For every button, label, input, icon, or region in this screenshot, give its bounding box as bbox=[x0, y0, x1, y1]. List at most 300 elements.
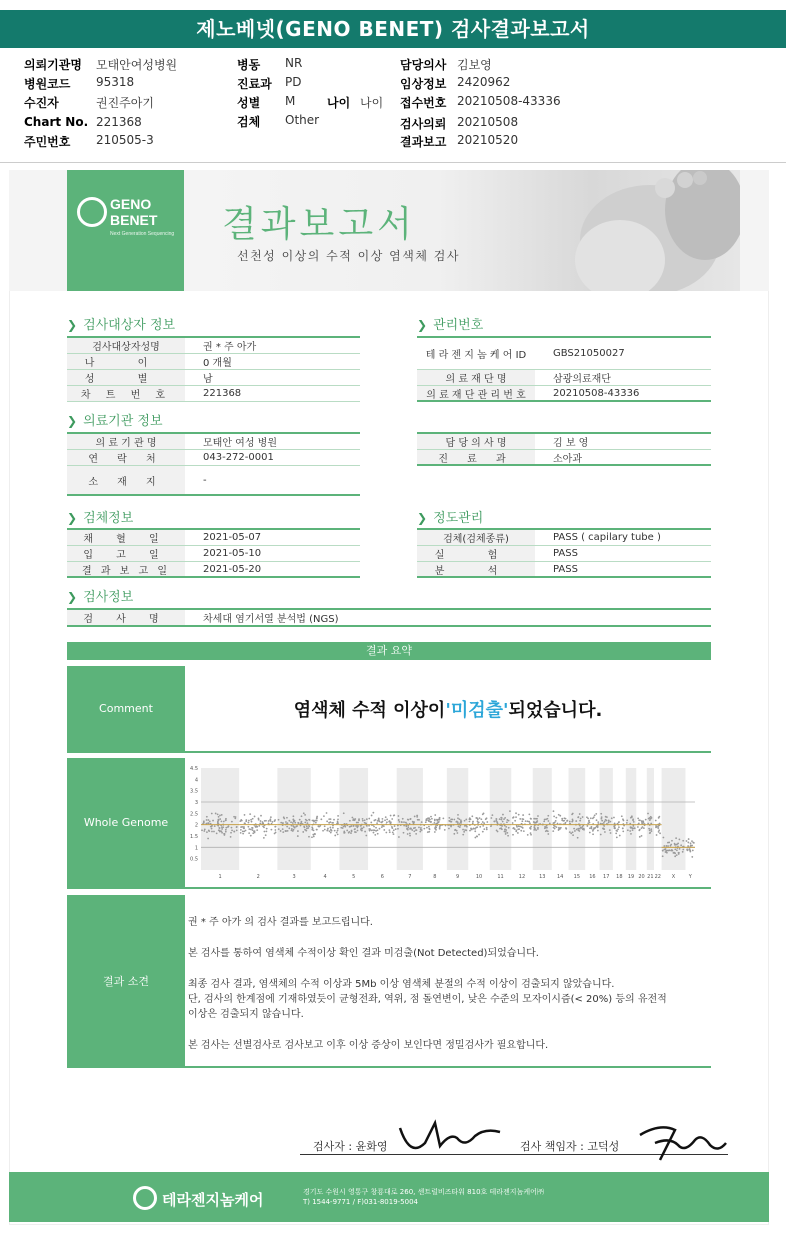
x-tick-label: 11 bbox=[497, 874, 504, 880]
header-value: NR bbox=[285, 56, 303, 70]
header-value: 김보영 bbox=[457, 58, 492, 72]
row-value: 043-272-0001 bbox=[203, 452, 274, 463]
data-point bbox=[471, 815, 473, 817]
y-tick-label: 2 bbox=[194, 822, 198, 829]
data-point bbox=[670, 845, 672, 847]
row-value: PASS bbox=[553, 563, 578, 575]
data-point bbox=[486, 827, 488, 829]
row-value: PASS ( capilary tube ) bbox=[553, 532, 661, 543]
data-point bbox=[555, 820, 557, 822]
data-point bbox=[535, 822, 537, 824]
data-point bbox=[398, 819, 400, 821]
chromosome-band bbox=[569, 768, 586, 870]
data-point bbox=[203, 822, 205, 824]
data-point bbox=[558, 814, 560, 816]
data-point bbox=[613, 825, 615, 827]
data-point bbox=[522, 818, 524, 820]
data-point bbox=[508, 827, 510, 829]
data-point bbox=[590, 817, 592, 819]
data-point bbox=[429, 819, 431, 821]
data-point bbox=[221, 814, 223, 816]
data-point bbox=[530, 818, 532, 820]
data-point bbox=[453, 833, 455, 835]
data-point bbox=[393, 829, 395, 831]
data-point bbox=[605, 820, 607, 822]
data-point bbox=[431, 818, 433, 820]
data-point bbox=[282, 831, 284, 833]
data-point bbox=[676, 849, 678, 851]
data-point bbox=[613, 817, 615, 819]
data-point bbox=[491, 814, 493, 816]
data-point bbox=[505, 826, 507, 828]
chromosome-band bbox=[662, 768, 686, 870]
table-row bbox=[67, 386, 360, 402]
data-point bbox=[505, 833, 507, 835]
data-point bbox=[648, 828, 650, 830]
data-point bbox=[553, 827, 555, 829]
data-point bbox=[360, 827, 362, 829]
data-point bbox=[507, 835, 509, 837]
specimen-table bbox=[67, 528, 360, 580]
data-point bbox=[362, 820, 364, 822]
data-point bbox=[285, 821, 287, 823]
data-point bbox=[283, 816, 285, 818]
logo-tagline: Next Generation Sequencing bbox=[110, 231, 175, 237]
data-point bbox=[353, 825, 355, 827]
data-point bbox=[622, 830, 624, 832]
data-point bbox=[407, 827, 409, 829]
data-point bbox=[658, 817, 660, 819]
data-point bbox=[671, 840, 673, 842]
data-point bbox=[263, 831, 265, 833]
data-point bbox=[504, 817, 506, 819]
data-point bbox=[442, 817, 444, 819]
data-point bbox=[403, 832, 405, 834]
data-point bbox=[254, 830, 256, 832]
data-point bbox=[515, 812, 517, 814]
row-value: 2021-05-07 bbox=[203, 532, 262, 543]
data-point bbox=[483, 828, 485, 830]
data-point bbox=[377, 833, 379, 835]
data-point bbox=[582, 816, 584, 818]
data-point bbox=[565, 818, 567, 820]
data-point bbox=[528, 821, 530, 823]
data-point bbox=[385, 816, 387, 818]
data-point bbox=[415, 833, 417, 835]
data-point bbox=[464, 820, 466, 822]
data-point bbox=[223, 821, 225, 823]
data-point bbox=[574, 830, 576, 832]
data-point bbox=[356, 825, 358, 827]
data-point bbox=[207, 838, 209, 840]
data-point bbox=[365, 822, 367, 824]
data-point bbox=[659, 832, 661, 834]
data-point bbox=[263, 837, 265, 839]
data-point bbox=[455, 821, 457, 823]
data-point bbox=[450, 821, 452, 823]
data-point bbox=[323, 815, 325, 817]
data-point bbox=[334, 830, 336, 832]
header-label: 주민번호 bbox=[24, 135, 71, 149]
data-point bbox=[282, 828, 284, 830]
x-tick-label: 9 bbox=[455, 874, 460, 880]
data-point bbox=[469, 830, 471, 832]
data-point bbox=[559, 828, 561, 830]
data-point bbox=[687, 842, 689, 844]
data-point bbox=[517, 832, 519, 834]
data-point bbox=[351, 817, 353, 819]
header-label: 의뢰기관명 bbox=[24, 58, 82, 72]
section-title: 의료기관 정보 bbox=[83, 414, 163, 429]
data-point bbox=[206, 819, 208, 821]
data-point bbox=[421, 829, 423, 831]
data-point bbox=[391, 826, 393, 828]
data-point bbox=[477, 822, 479, 824]
data-point bbox=[429, 828, 431, 830]
data-point bbox=[358, 818, 360, 820]
data-point bbox=[418, 827, 420, 829]
doctor-table bbox=[417, 432, 711, 468]
header-value: 모태안여성병원 bbox=[96, 58, 178, 72]
supervisor-name: 검사 책임자 : 고덕성 bbox=[520, 1140, 620, 1153]
data-point bbox=[597, 821, 599, 823]
data-point bbox=[322, 830, 324, 832]
data-point bbox=[499, 828, 501, 830]
data-point bbox=[679, 848, 681, 850]
x-tick-label: 8 bbox=[433, 874, 437, 880]
row-value: 삼광의료재단 bbox=[553, 374, 611, 385]
data-point bbox=[233, 816, 235, 818]
data-point bbox=[436, 819, 438, 821]
data-point bbox=[365, 835, 367, 837]
data-point bbox=[210, 826, 212, 828]
section-qc bbox=[417, 507, 483, 526]
data-point bbox=[667, 850, 669, 852]
data-point bbox=[518, 825, 520, 827]
data-point bbox=[486, 829, 488, 831]
data-point bbox=[549, 823, 551, 825]
data-point bbox=[594, 814, 596, 816]
data-point bbox=[350, 826, 352, 828]
x-tick-label: 14 bbox=[556, 874, 564, 880]
data-point bbox=[228, 825, 230, 827]
data-point bbox=[527, 820, 529, 822]
data-point bbox=[274, 820, 276, 822]
data-point bbox=[530, 832, 532, 834]
data-point bbox=[390, 815, 392, 817]
data-point bbox=[479, 817, 481, 819]
data-point bbox=[306, 827, 308, 829]
data-point bbox=[397, 828, 399, 830]
data-point bbox=[248, 822, 250, 824]
data-point bbox=[413, 830, 415, 832]
data-point bbox=[389, 831, 391, 833]
data-point bbox=[686, 850, 688, 852]
row-label: 나 이 bbox=[67, 354, 185, 369]
data-point bbox=[256, 826, 258, 828]
header-divider bbox=[0, 162, 786, 163]
data-point bbox=[328, 822, 330, 824]
data-point bbox=[409, 833, 411, 835]
data-point bbox=[245, 830, 247, 832]
data-point bbox=[578, 830, 580, 832]
data-point bbox=[263, 826, 265, 828]
data-point bbox=[518, 814, 520, 816]
row-value: - bbox=[203, 474, 207, 486]
data-point bbox=[354, 831, 356, 833]
header-value: 95318 bbox=[96, 75, 135, 89]
finding-line: 이상은 검출되지 않습니다. bbox=[188, 1009, 304, 1020]
chevron-right-icon: ❯ bbox=[417, 318, 428, 332]
data-point bbox=[512, 834, 514, 836]
data-point bbox=[474, 837, 476, 839]
data-point bbox=[485, 818, 487, 820]
data-point bbox=[608, 820, 610, 822]
data-point bbox=[297, 835, 299, 837]
data-point bbox=[255, 826, 257, 828]
comment-post: 되었습니다. bbox=[508, 699, 603, 721]
data-point bbox=[268, 820, 270, 822]
data-point bbox=[649, 832, 651, 834]
data-point bbox=[501, 819, 503, 821]
data-point bbox=[547, 818, 549, 820]
logo-g-icon bbox=[77, 197, 107, 227]
data-point bbox=[278, 828, 280, 830]
data-point bbox=[206, 816, 208, 818]
data-point bbox=[642, 826, 644, 828]
finding-line: 권 * 주 아가 의 검사 결과를 보고드립니다. bbox=[188, 917, 373, 928]
data-point bbox=[692, 850, 694, 852]
data-point bbox=[566, 820, 568, 822]
data-point bbox=[360, 825, 362, 827]
data-point bbox=[374, 834, 376, 836]
data-point bbox=[616, 830, 618, 832]
data-point bbox=[569, 823, 571, 825]
data-point bbox=[272, 821, 274, 823]
row-label: 테 라 젠 지 놈 케 어 ID bbox=[417, 338, 535, 369]
data-point bbox=[311, 820, 313, 822]
header-label: 검체 bbox=[237, 115, 261, 129]
data-point bbox=[523, 830, 525, 832]
data-point bbox=[428, 826, 430, 828]
data-point bbox=[304, 814, 306, 816]
data-point bbox=[621, 815, 623, 817]
data-point bbox=[618, 821, 620, 823]
data-point bbox=[423, 828, 425, 830]
row-value: 221368 bbox=[203, 388, 242, 399]
data-point bbox=[647, 813, 649, 815]
data-point bbox=[444, 829, 446, 831]
data-point bbox=[483, 822, 485, 824]
data-point bbox=[690, 842, 692, 844]
data-point bbox=[219, 818, 221, 820]
data-point bbox=[260, 815, 262, 817]
data-point bbox=[348, 832, 350, 834]
data-point bbox=[675, 837, 677, 839]
data-point bbox=[691, 840, 693, 842]
data-point bbox=[343, 812, 345, 814]
x-tick-label: 3 bbox=[292, 874, 296, 880]
data-point bbox=[410, 828, 412, 830]
row-value: 소아과 bbox=[553, 453, 582, 465]
data-point bbox=[673, 852, 675, 854]
data-point bbox=[231, 827, 233, 829]
data-point bbox=[248, 832, 250, 834]
x-tick-label: 5 bbox=[352, 874, 356, 880]
data-point bbox=[645, 819, 647, 821]
data-point bbox=[251, 821, 253, 823]
data-point bbox=[630, 817, 632, 819]
data-point bbox=[674, 848, 676, 850]
x-tick-label: 2 bbox=[256, 874, 260, 880]
data-point bbox=[674, 843, 676, 845]
data-point bbox=[372, 812, 374, 814]
row-label: 검 사 명 bbox=[67, 610, 185, 625]
data-point bbox=[211, 828, 213, 830]
section-subject bbox=[67, 314, 175, 333]
data-point bbox=[633, 821, 635, 823]
data-point bbox=[678, 852, 680, 854]
data-point bbox=[618, 826, 620, 828]
data-point bbox=[577, 837, 579, 839]
data-point bbox=[462, 829, 464, 831]
row-value: PASS bbox=[553, 548, 578, 559]
data-point bbox=[248, 820, 250, 822]
data-point bbox=[409, 835, 411, 837]
data-point bbox=[326, 812, 328, 814]
data-point bbox=[544, 827, 546, 829]
x-tick-label: 16 bbox=[589, 874, 596, 880]
data-point bbox=[402, 818, 404, 820]
data-point bbox=[376, 822, 378, 824]
data-point bbox=[373, 826, 375, 828]
data-point bbox=[213, 831, 215, 833]
data-point bbox=[364, 819, 366, 821]
data-point bbox=[221, 832, 223, 834]
data-point bbox=[518, 828, 520, 830]
data-point bbox=[561, 819, 563, 821]
data-point bbox=[350, 832, 352, 834]
data-point bbox=[463, 831, 465, 833]
footer-contact: T) 1544-9771 / F)031-8019-5004 bbox=[303, 1198, 418, 1206]
data-point bbox=[466, 826, 468, 828]
comment-pre: 염색체 수적 이상이 bbox=[293, 699, 446, 721]
x-tick-label: 19 bbox=[627, 874, 635, 880]
data-point bbox=[596, 819, 598, 821]
x-tick-label: 20 bbox=[638, 874, 645, 880]
data-point bbox=[565, 828, 567, 830]
data-point bbox=[334, 835, 336, 837]
data-point bbox=[372, 829, 374, 831]
data-point bbox=[211, 831, 213, 833]
data-point bbox=[688, 838, 690, 840]
data-point bbox=[570, 832, 572, 834]
data-point bbox=[456, 832, 458, 834]
data-point bbox=[368, 818, 370, 820]
data-point bbox=[379, 828, 381, 830]
data-point bbox=[682, 840, 684, 842]
table-row bbox=[67, 546, 360, 562]
x-tick-label: 6 bbox=[380, 874, 384, 880]
data-point bbox=[662, 855, 664, 857]
data-point bbox=[312, 834, 314, 836]
data-point bbox=[388, 829, 390, 831]
data-point bbox=[579, 813, 581, 815]
data-point bbox=[610, 832, 612, 834]
data-point bbox=[478, 834, 480, 836]
data-point bbox=[308, 825, 310, 827]
data-point bbox=[482, 825, 484, 827]
data-point bbox=[609, 829, 611, 831]
data-point bbox=[218, 829, 220, 831]
data-point bbox=[250, 819, 252, 821]
data-point bbox=[597, 830, 599, 832]
data-point bbox=[650, 816, 652, 818]
header-label: Chart No. bbox=[24, 115, 89, 129]
row-label: 의 료 재 단 명 bbox=[417, 370, 535, 385]
data-point bbox=[537, 815, 539, 817]
data-point bbox=[336, 832, 338, 834]
data-point bbox=[650, 828, 652, 830]
data-point bbox=[270, 820, 272, 822]
data-point bbox=[270, 816, 272, 818]
data-point bbox=[378, 821, 380, 823]
data-point bbox=[479, 826, 481, 828]
data-point bbox=[392, 831, 394, 833]
data-point bbox=[496, 821, 498, 823]
data-point bbox=[389, 820, 391, 822]
section-title: 검사정보 bbox=[83, 590, 134, 605]
data-point bbox=[368, 828, 370, 830]
data-point bbox=[639, 836, 641, 838]
data-point bbox=[327, 828, 329, 830]
data-point bbox=[201, 829, 203, 831]
data-point bbox=[472, 828, 474, 830]
data-point bbox=[456, 830, 458, 832]
data-point bbox=[349, 820, 351, 822]
data-point bbox=[577, 828, 579, 830]
data-point bbox=[286, 817, 288, 819]
data-point bbox=[547, 830, 549, 832]
row-label: 분 석 bbox=[417, 562, 535, 576]
data-point bbox=[364, 831, 366, 833]
data-point bbox=[352, 819, 354, 821]
data-point bbox=[343, 830, 345, 832]
header-value: 권진주아기 bbox=[96, 96, 154, 110]
data-point bbox=[439, 817, 441, 819]
data-point bbox=[416, 815, 418, 817]
data-point bbox=[225, 819, 227, 821]
data-point bbox=[259, 822, 261, 824]
row-label: 검체(검체종류) bbox=[417, 530, 535, 545]
data-point bbox=[450, 818, 452, 820]
data-point bbox=[244, 814, 246, 816]
table-row bbox=[67, 434, 360, 450]
data-point bbox=[254, 816, 256, 818]
data-point bbox=[486, 821, 488, 823]
data-point bbox=[544, 826, 546, 828]
header-value: M bbox=[285, 94, 296, 108]
banner-subtitle: 선천성 이상의 수적 이상 염색체 검사 bbox=[237, 249, 460, 263]
data-point bbox=[592, 829, 594, 831]
data-point bbox=[414, 827, 416, 829]
x-tick-label: Y bbox=[688, 874, 692, 880]
data-point bbox=[242, 833, 244, 835]
data-point bbox=[626, 822, 628, 824]
data-point bbox=[264, 820, 266, 822]
data-point bbox=[512, 822, 514, 824]
data-point bbox=[586, 816, 588, 818]
